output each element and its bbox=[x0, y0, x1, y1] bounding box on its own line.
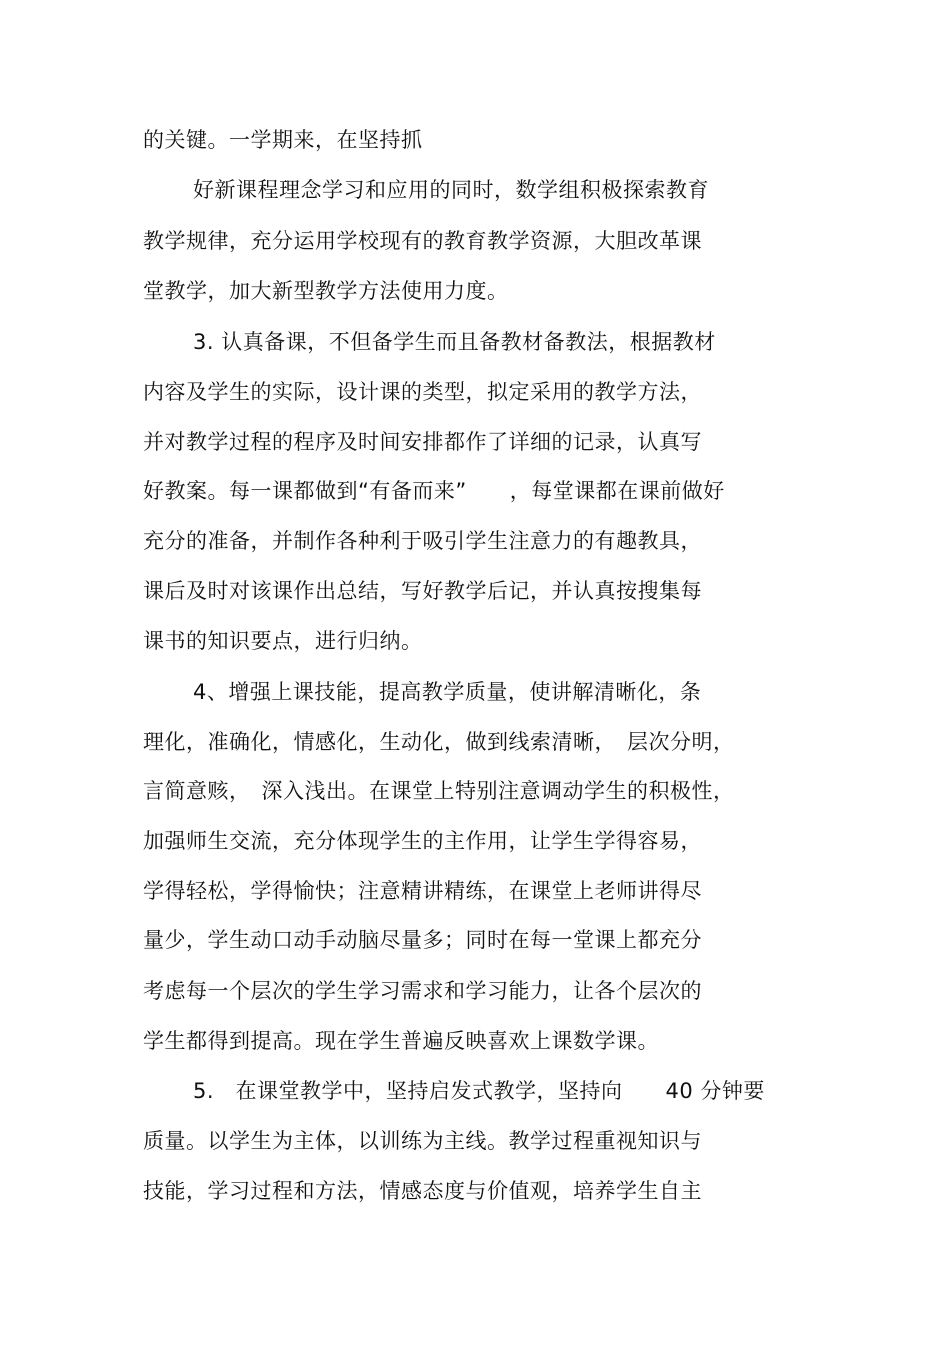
text-line: 好教案。每一课都做到“有备而来” ，每堂课都在课前做好 bbox=[143, 479, 725, 503]
text-line: 理化，准确化，情感化，生动化，做到线索清晰， 层次分明， bbox=[143, 730, 735, 754]
text-line: 考虑每一个层次的学生学习需求和学习能力，让各个层次的 bbox=[143, 979, 702, 1003]
paragraph-start-line: 5. 在课堂教学中，坚持启发式教学，坚持向 40 分钟要 bbox=[193, 1079, 765, 1103]
text-line: 技能，学习过程和方法，情感态度与价值观，培养学生自主 bbox=[143, 1179, 702, 1203]
text-line: 课后及时对该课作出总结，写好教学后记，并认真按搜集每 bbox=[143, 579, 702, 603]
text-line: 质量。以学生为主体，以训练为主线。教学过程重视知识与 bbox=[143, 1129, 702, 1153]
text-line: 充分的准备，并制作各种利于吸引学生注意力的有趣教具， bbox=[143, 529, 702, 553]
paragraph-start-line: 好新课程理念学习和应用的同时，数学组积极探索教育 bbox=[193, 178, 709, 202]
text-line: 加强师生交流，充分体现学生的主作用，让学生学得容易， bbox=[143, 829, 702, 853]
text-line: 教学规律，充分运用学校现有的教育教学资源，大胆改革课 bbox=[143, 229, 702, 253]
text-line: 的关键。一学期来，在坚持抓 bbox=[143, 128, 423, 152]
paragraph-start-line: 3. 认真备课，不但备学生而且备教材备教法，根据教材 bbox=[193, 330, 716, 354]
text-line: 言简意赅， 深入浅出。在课堂上特别注意调动学生的积极性， bbox=[143, 779, 735, 803]
text-line: 堂教学，加大新型教学方法使用力度。 bbox=[143, 279, 509, 303]
paragraph-start-line: 4、增强上课技能，提高教学质量，使讲解清晰化，条 bbox=[193, 680, 702, 704]
text-line: 学生都得到提高。现在学生普遍反映喜欢上课数学课。 bbox=[143, 1029, 659, 1053]
text-line: 内容及学生的实际，设计课的类型，拟定采用的教学方法， bbox=[143, 380, 702, 404]
text-line: 学得轻松，学得愉快；注意精讲精练，在课堂上老师讲得尽 bbox=[143, 879, 702, 903]
text-line: 课书的知识要点，进行归纳。 bbox=[143, 629, 423, 653]
text-line: 量少，学生动口动手动脑尽量多；同时在每一堂课上都充分 bbox=[143, 928, 702, 952]
text-line: 并对教学过程的程序及时间安排都作了详细的记录，认真写 bbox=[143, 430, 702, 454]
